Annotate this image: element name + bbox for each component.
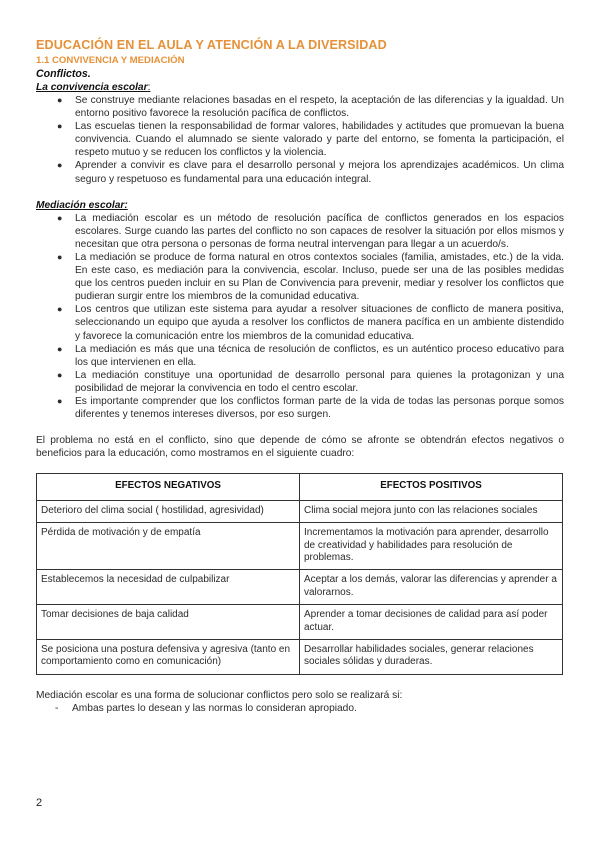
list-item-text: Las escuelas tienen la responsabilidad de formar valores, habilidades y actitudes que promuevan la buena convivencia. Cuando el alumnado se siente valorado y parte del entorno, se fomenta la participación, el respeto mutuo y se reducen los conflictos y la violencia. [75, 121, 564, 159]
table-cell-positive: Aprender a tomar decisiones de calidad para así poder actuar. [300, 605, 563, 640]
convivencia-heading [36, 81, 564, 94]
document-title: EDUCACIÓN EN EL AULA Y ATENCIÓN A LA DIVERSIDAD [36, 38, 387, 52]
convivencia-heading-text: La convivencia escolar [36, 82, 148, 93]
bullet-dot-icon: ● [57, 369, 63, 380]
header-negative-effects: EFECTOS NEGATIVOS [37, 474, 300, 500]
table-cell-positive: Incrementamos la motivación para aprender, desarrollo de creatividad y habilidades para resolución de problemas. [300, 523, 563, 570]
list-item-text: Se construye mediante relaciones basadas en el respeto, la aceptación de las diferencias y la igualdad. Un entorno positivo favorece la resolución pacífica de conflictos. [75, 95, 564, 120]
list-item [36, 94, 564, 120]
table-cell-negative: Tomar decisiones de baja calidad [37, 605, 300, 640]
table-header-row [37, 474, 563, 500]
table-cell-positive: Clima social mejora junto con las relaciones sociales [300, 500, 563, 522]
bullet-dot-icon: ● [57, 160, 63, 171]
bullet-dot-icon: ● [57, 212, 63, 223]
list-item [36, 212, 564, 251]
table-cell-negative: Pérdida de motivación y de empatía [37, 523, 300, 570]
table-cell-negative: Deterioro del clima social ( hostilidad, agresividad) [37, 500, 300, 522]
table-cell-positive: Aceptar a los demás, valorar las diferencias y aprender a valorarnos. [300, 570, 563, 605]
list-item [36, 159, 564, 185]
table-cell-negative: Se posiciona una postura defensiva y agresiva (tanto en comportamiento como en comunicación) [37, 640, 300, 675]
table-row [37, 523, 563, 570]
outro-paragraph: Mediación escolar es una forma de solucionar conflictos pero solo se realizará si: [36, 689, 403, 701]
convivencia-heading-colon: : [147, 82, 151, 93]
list-item-text: Es importante comprender que los conflictos forman parte de la vida de todas las personas porque somos diferentes y tenemos intereses diversos, por eso surgen. [75, 395, 564, 421]
mediacion-list [36, 212, 564, 422]
table-row [37, 570, 563, 605]
bullet-dot-icon: ● [57, 121, 63, 132]
intro-paragraph: El problema no está en el conflicto, sino que depende de cómo se afronte se obtendrán efectos negativos o beneficios para la educación, como mostramos en el siguiente cuadro: [36, 435, 564, 460]
table-row [37, 640, 563, 675]
table-row [37, 605, 563, 640]
dash-list-item-text: Ambas partes lo desean y las normas lo consideran apropiado. [72, 702, 357, 714]
list-item-text: Los centros que utilizan este sistema para ayudar a resolver situaciones de conflicto de manera positiva, seleccionando un equipo que ayuda a resolver los conflictos de manera pacífica en un ambiente distendido y favorece la comunicación entre los miembros de la comunidad educativa. [75, 304, 564, 342]
list-item-text: La mediación escolar es un método de resolución pacífica de conflictos generados en los espacios escolares. Surge cuando las partes del conflicto no son capaces de resolver la situación por ellos mismos y necesitan que otra persona o personas de forma neutral intervengan para llegar a un acuerdo/s. [75, 212, 564, 250]
bullet-dot-icon: ● [57, 395, 63, 406]
list-item-text: La mediación constituye una oportunidad de desarrollo personal para quienes la protagonizan y una posibilidad de mejorar la convivencia en todo el centro escolar. [75, 369, 564, 394]
mediacion-heading: Mediación escolar: [36, 199, 128, 211]
list-item [36, 343, 564, 369]
table-cell-negative: Establecemos la necesidad de culpabilizar [37, 570, 300, 605]
list-item [36, 303, 564, 342]
bullet-dot-icon: ● [57, 343, 63, 354]
convivencia-list [36, 94, 564, 186]
list-item [36, 395, 564, 421]
page-number: 2 [36, 797, 43, 809]
table-row [37, 500, 563, 522]
list-item-text: La mediación es más que una técnica de resolución de conflictos, es un auténtico proceso educativo para los que intervienen en ella. [75, 343, 564, 368]
document-subtitle: 1.1 CONVIVENCIA Y MEDIACIÓN [36, 55, 185, 66]
list-item-text: Aprender a convivir es clave para el desarrollo personal y mejora los aprendizajes académicos. Un clima seguro y respetuoso es fundamental para una educación integral. [75, 160, 564, 185]
table-cell-positive: Desarrollar habilidades sociales, generar relaciones sociales sólidas y duraderas. [300, 640, 563, 675]
bullet-dot-icon: ● [57, 304, 63, 315]
bullet-dot-icon: ● [57, 251, 63, 262]
section-label-conflictos: Conflictos. [36, 68, 91, 80]
list-item [36, 369, 564, 395]
header-positive-effects: EFECTOS POSITIVOS [300, 474, 563, 500]
bullet-dot-icon: ● [57, 95, 63, 105]
list-item [36, 120, 564, 159]
dash-list-item [36, 702, 564, 715]
list-item [36, 251, 564, 303]
dash-bullet-icon: - [55, 702, 59, 714]
effects-table [36, 473, 563, 674]
list-item-text: La mediación se produce de forma natural en otros contextos sociales (familia, amistades, etc.) de la vida. En este caso, es mediación para la convivencia, escolar. Incluso, puede ser una de las posibles medidas que los centros pueden incluir en su Plan de Convivencia para prevenir, mediar y resolver los conflictos que pudieran surgir entre los miembros de la comunidad educativa. [75, 251, 564, 303]
